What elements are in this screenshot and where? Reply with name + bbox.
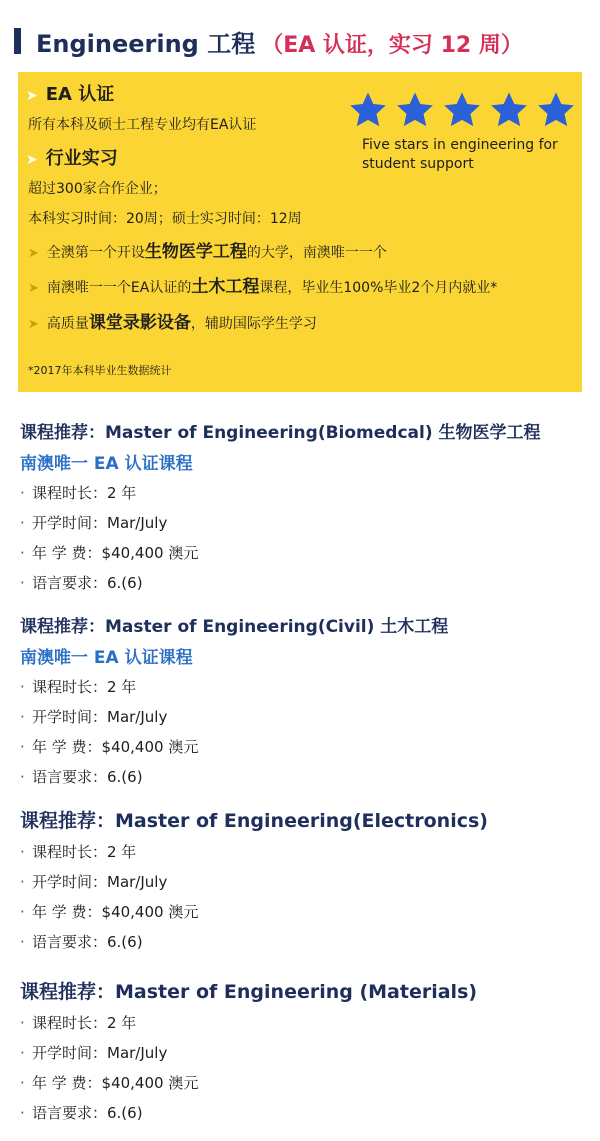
bullet-dot-icon: · (20, 708, 25, 726)
ea-heading (26, 80, 114, 106)
course-title: 课程推荐：Master of Engineering (Materials) (20, 981, 478, 1003)
ea-heading-text: EA 认证 (45, 84, 115, 105)
ea-text: 所有本科及硕士工程专业均有EA认证 (28, 117, 257, 133)
highlight-bullet (28, 237, 387, 262)
bullet-text: 课程，毕业生100%毕业2个月内就业* (259, 280, 498, 296)
bullet-dot-icon: · (20, 1104, 25, 1122)
bullet-dot-icon: · (20, 768, 25, 786)
course-tuition: · 年 学 费：$40,400 澳元 (20, 538, 590, 568)
arrow-right-icon: ➤ (26, 88, 38, 104)
highlight-panel (18, 72, 582, 392)
bullet-dot-icon: · (20, 574, 25, 592)
star-icon (395, 90, 435, 130)
course-tuition: · 年 学 费：$40,400 澳元 (20, 1068, 590, 1098)
star-icon (536, 90, 576, 130)
course-badge: 南澳唯一 EA 认证课程 (20, 454, 193, 474)
internship-duration: 本科实习时间：20周；硕士实习时间：12周 (28, 211, 302, 227)
bullet-dot-icon: · (20, 1044, 25, 1062)
internship-heading (26, 144, 118, 170)
course-duration: · 课程时长：2 年 (20, 478, 590, 508)
course-card-materials (20, 977, 590, 1128)
course-details (20, 837, 590, 957)
course-duration: · 课程时长：2 年 (20, 837, 590, 867)
bullet-dot-icon: · (20, 843, 25, 861)
bullet-text: ，辅助国际学生学习 (190, 316, 317, 332)
course-intake: · 开学时间：Mar/July (20, 867, 590, 897)
course-details (20, 478, 590, 598)
highlight-bullet (28, 272, 497, 297)
internship-partners: 超过300家合作企业； (28, 181, 167, 197)
bullet-emphasis: 生物医学工程 (144, 242, 247, 262)
section-header (14, 24, 586, 58)
course-card-electronics (20, 806, 590, 957)
highlight-bullet (28, 308, 317, 333)
course-title: 课程推荐：Master of Engineering(Electronics) (20, 810, 488, 832)
course-duration: · 课程时长：2 年 (20, 1008, 590, 1038)
bullet-dot-icon: · (20, 484, 25, 502)
course-intake: · 开学时间：Mar/July (20, 1038, 590, 1068)
course-badge: 南澳唯一 EA 认证课程 (20, 648, 193, 668)
course-language: · 语言要求：6.(6) (20, 927, 590, 957)
bullet-text: 高质量 (46, 316, 89, 332)
five-star-rating (348, 90, 578, 130)
course-tuition: · 年 学 费：$40,400 澳元 (20, 897, 590, 927)
stars-caption: Five stars in engineering for student support (362, 137, 558, 172)
star-icon (442, 90, 482, 130)
course-language: · 语言要求：6.(6) (20, 568, 590, 598)
bullet-emphasis: 土木工程 (191, 277, 260, 297)
bullet-text: 南澳唯一一个EA认证的 (46, 280, 192, 296)
page-title (36, 24, 523, 59)
course-title: 课程推荐：Master of Engineering(Civil) 土木工程 (20, 617, 449, 637)
arrow-right-icon: ➤ (28, 317, 39, 332)
internship-heading-text: 行业实习 (45, 148, 118, 169)
course-duration: · 课程时长：2 年 (20, 672, 590, 702)
course-card-biomedical (20, 418, 590, 598)
bullet-text: 的大学，南澳唯一一个 (246, 245, 387, 261)
arrow-right-icon: ➤ (28, 246, 39, 261)
course-intake: · 开学时间：Mar/July (20, 702, 590, 732)
arrow-right-icon: ➤ (28, 281, 39, 296)
arrow-right-icon: ➤ (26, 152, 38, 168)
bullet-dot-icon: · (20, 738, 25, 756)
bullet-dot-icon: · (20, 514, 25, 532)
course-tuition: · 年 学 费：$40,400 澳元 (20, 732, 590, 762)
course-intake: · 开学时间：Mar/July (20, 508, 590, 538)
header-accent-bar (14, 28, 21, 54)
page-title-text: Engineering 工程 (36, 30, 256, 58)
bullet-text: 全澳第一个开设 (46, 245, 145, 261)
course-card-civil (20, 612, 590, 792)
star-icon (348, 90, 388, 130)
course-language: · 语言要求：6.(6) (20, 1098, 590, 1128)
bullet-dot-icon: · (20, 873, 25, 891)
course-title: 课程推荐：Master of Engineering(Biomedcal) 生物医学工程 (20, 423, 541, 443)
bullet-dot-icon: · (20, 1014, 25, 1032)
bullet-emphasis: 课堂录影设备 (88, 313, 191, 333)
course-details (20, 672, 590, 792)
bullet-dot-icon: · (20, 678, 25, 696)
course-language: · 语言要求：6.(6) (20, 762, 590, 792)
course-details (20, 1008, 590, 1128)
footnote: *2017年本科毕业生数据统计 (28, 364, 172, 377)
bullet-dot-icon: · (20, 933, 25, 951)
bullet-dot-icon: · (20, 903, 25, 921)
page-subtitle: （EA 认证，实习 12 周） (261, 33, 523, 58)
star-icon (489, 90, 529, 130)
bullet-dot-icon: · (20, 544, 25, 562)
bullet-dot-icon: · (20, 1074, 25, 1092)
